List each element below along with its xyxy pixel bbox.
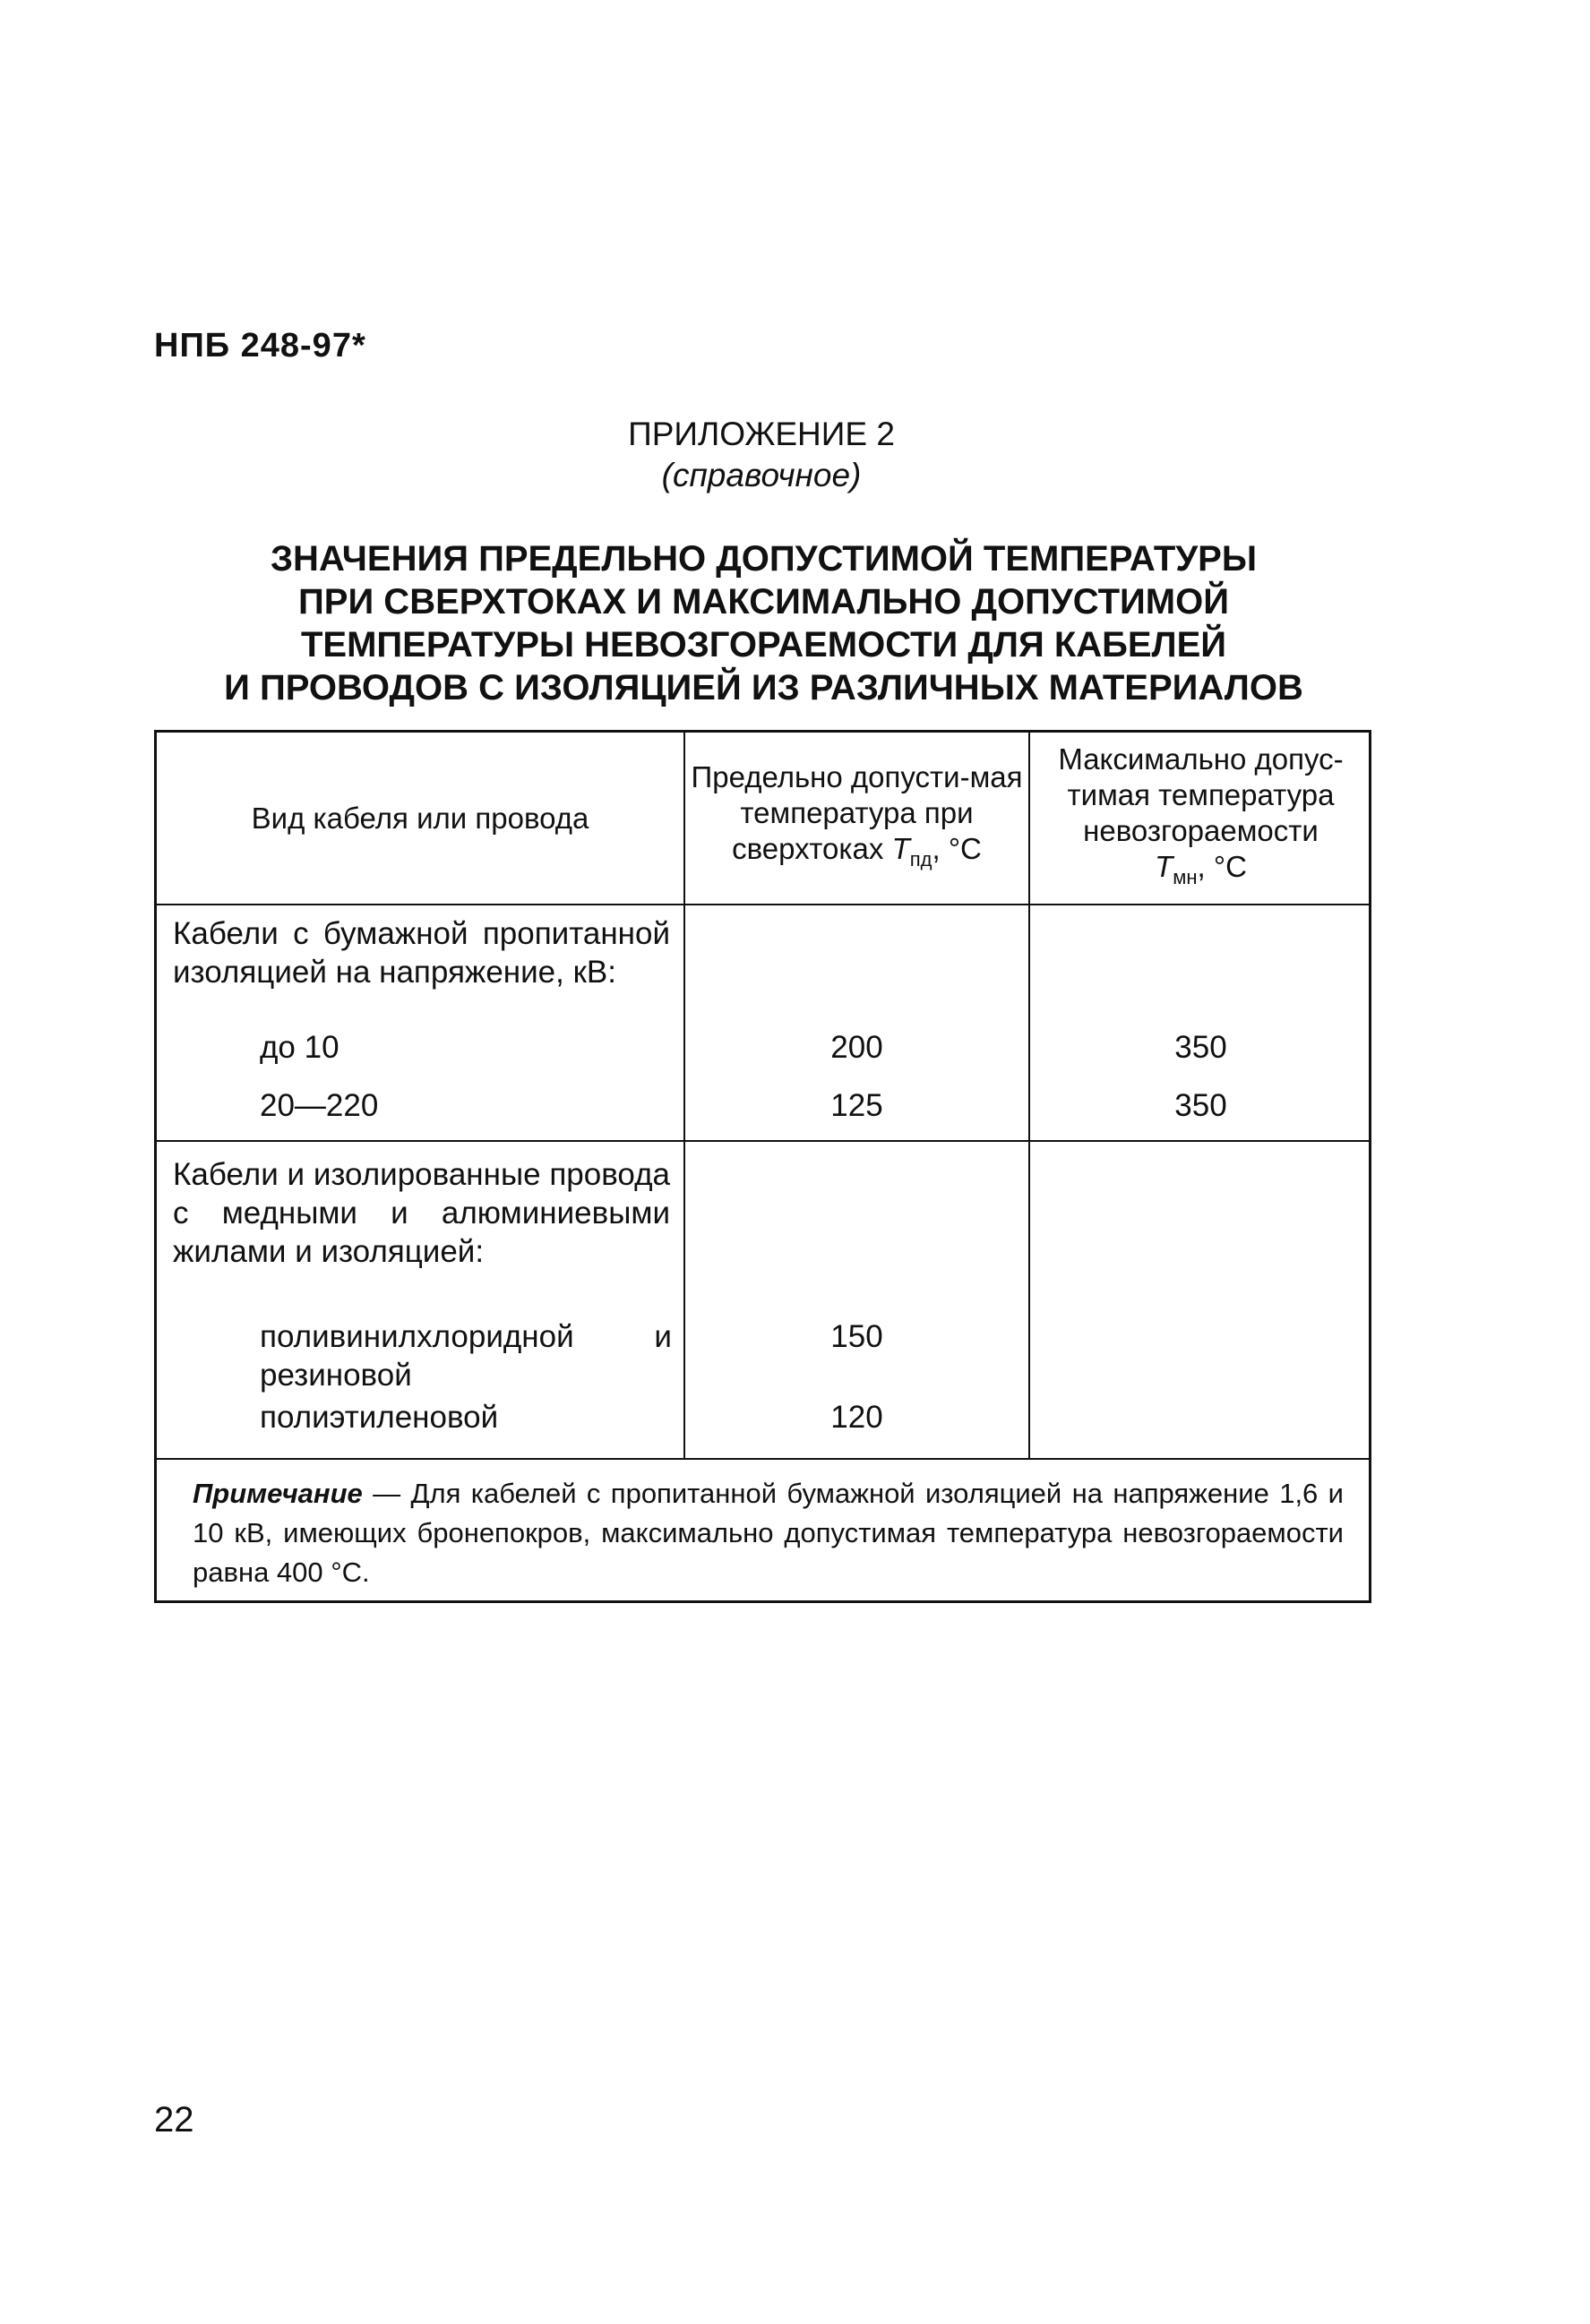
main-title-line: ЗНАЧЕНИЯ ПРЕДЕЛЬНО ДОПУСТИМОЙ ТЕМПЕРАТУРЫ	[271, 539, 1257, 579]
overcurrent-temp-value: 200	[830, 1030, 883, 1065]
main-title-line: ПРИ СВЕРХТОКАХ И МАКСИМАЛЬНО ДОПУСТИМОЙ	[298, 582, 1229, 622]
row-label: до 10	[260, 1030, 339, 1065]
group-label: Кабели и изолированные провода с медными и алюминиевыми жилами и изоляцией:	[173, 1157, 670, 1269]
header-nonignition-temp-unit: , °C	[1197, 849, 1247, 883]
main-title	[152, 537, 1375, 709]
main-title-line: ТЕМПЕРАТУРЫ НЕВОЗГОРАЕМОСТИ ДЛЯ КАБЕЛЕЙ	[300, 625, 1227, 665]
group-label: Кабели с бумажной пропитанной изоляцией на напряжение, кВ:	[173, 916, 670, 990]
nonignition-temp-value: 350	[1174, 1088, 1227, 1123]
page-number: 22	[154, 2100, 194, 2140]
table-note	[193, 1474, 1344, 1592]
row-divider	[157, 1140, 1369, 1142]
header-nonignition-temp	[1030, 733, 1371, 904]
temperature-table	[154, 730, 1371, 1603]
overcurrent-temp-value: 125	[830, 1088, 883, 1123]
document-code: НПБ 248-97*	[154, 327, 366, 364]
table-note-label: Примечание	[193, 1478, 363, 1509]
header-nonignition-temp-text: Максимально допус-тимая температура невозгораемости	[1058, 742, 1344, 847]
nonignition-temp-value: 350	[1174, 1030, 1227, 1065]
appendix-kind: (справочное)	[661, 457, 862, 493]
row-label: 20—220	[260, 1088, 379, 1123]
header-overcurrent-temp-unit: , °C	[932, 831, 982, 865]
header-nonignition-temp-subscript: мн	[1173, 865, 1198, 888]
row-divider	[157, 1458, 1369, 1460]
header-cable-type	[157, 733, 683, 904]
row-divider	[157, 904, 1369, 905]
row-label: полиэтиленовой	[260, 1400, 499, 1435]
table-note-text: — Для кабелей с пропитанной бумажной изоляцией на напряжение 1,6 и 10 кВ, имеющих бронепокров, максимально допустимая температура невозгораемости равна 400 °C.	[193, 1478, 1344, 1588]
header-cable-type-label: Вид кабеля или провода	[251, 801, 589, 835]
header-nonignition-temp-symbol: T	[1155, 849, 1173, 883]
main-title-line: И ПРОВОДОВ С ИЗОЛЯЦИЕЙ ИЗ РАЗЛИЧНЫХ МАТЕРИАЛОВ	[224, 668, 1303, 707]
header-nonignition-temp-label	[1030, 742, 1371, 896]
overcurrent-temp-value: 150	[830, 1319, 883, 1354]
appendix-title: ПРИЛОЖЕНИЕ 2	[628, 416, 895, 452]
header-overcurrent-temp-label	[685, 759, 1028, 878]
header-overcurrent-temp	[685, 733, 1028, 904]
overcurrent-temp-value: 120	[830, 1400, 883, 1435]
header-overcurrent-temp-subscript: пд	[909, 847, 933, 870]
header-overcurrent-temp-symbol: T	[891, 831, 910, 865]
header-overcurrent-temp-text: Предельно допусти-мая температура при сверхтоках	[691, 759, 1023, 865]
row-label: поливинилхлоридной и резиновой	[260, 1319, 672, 1393]
